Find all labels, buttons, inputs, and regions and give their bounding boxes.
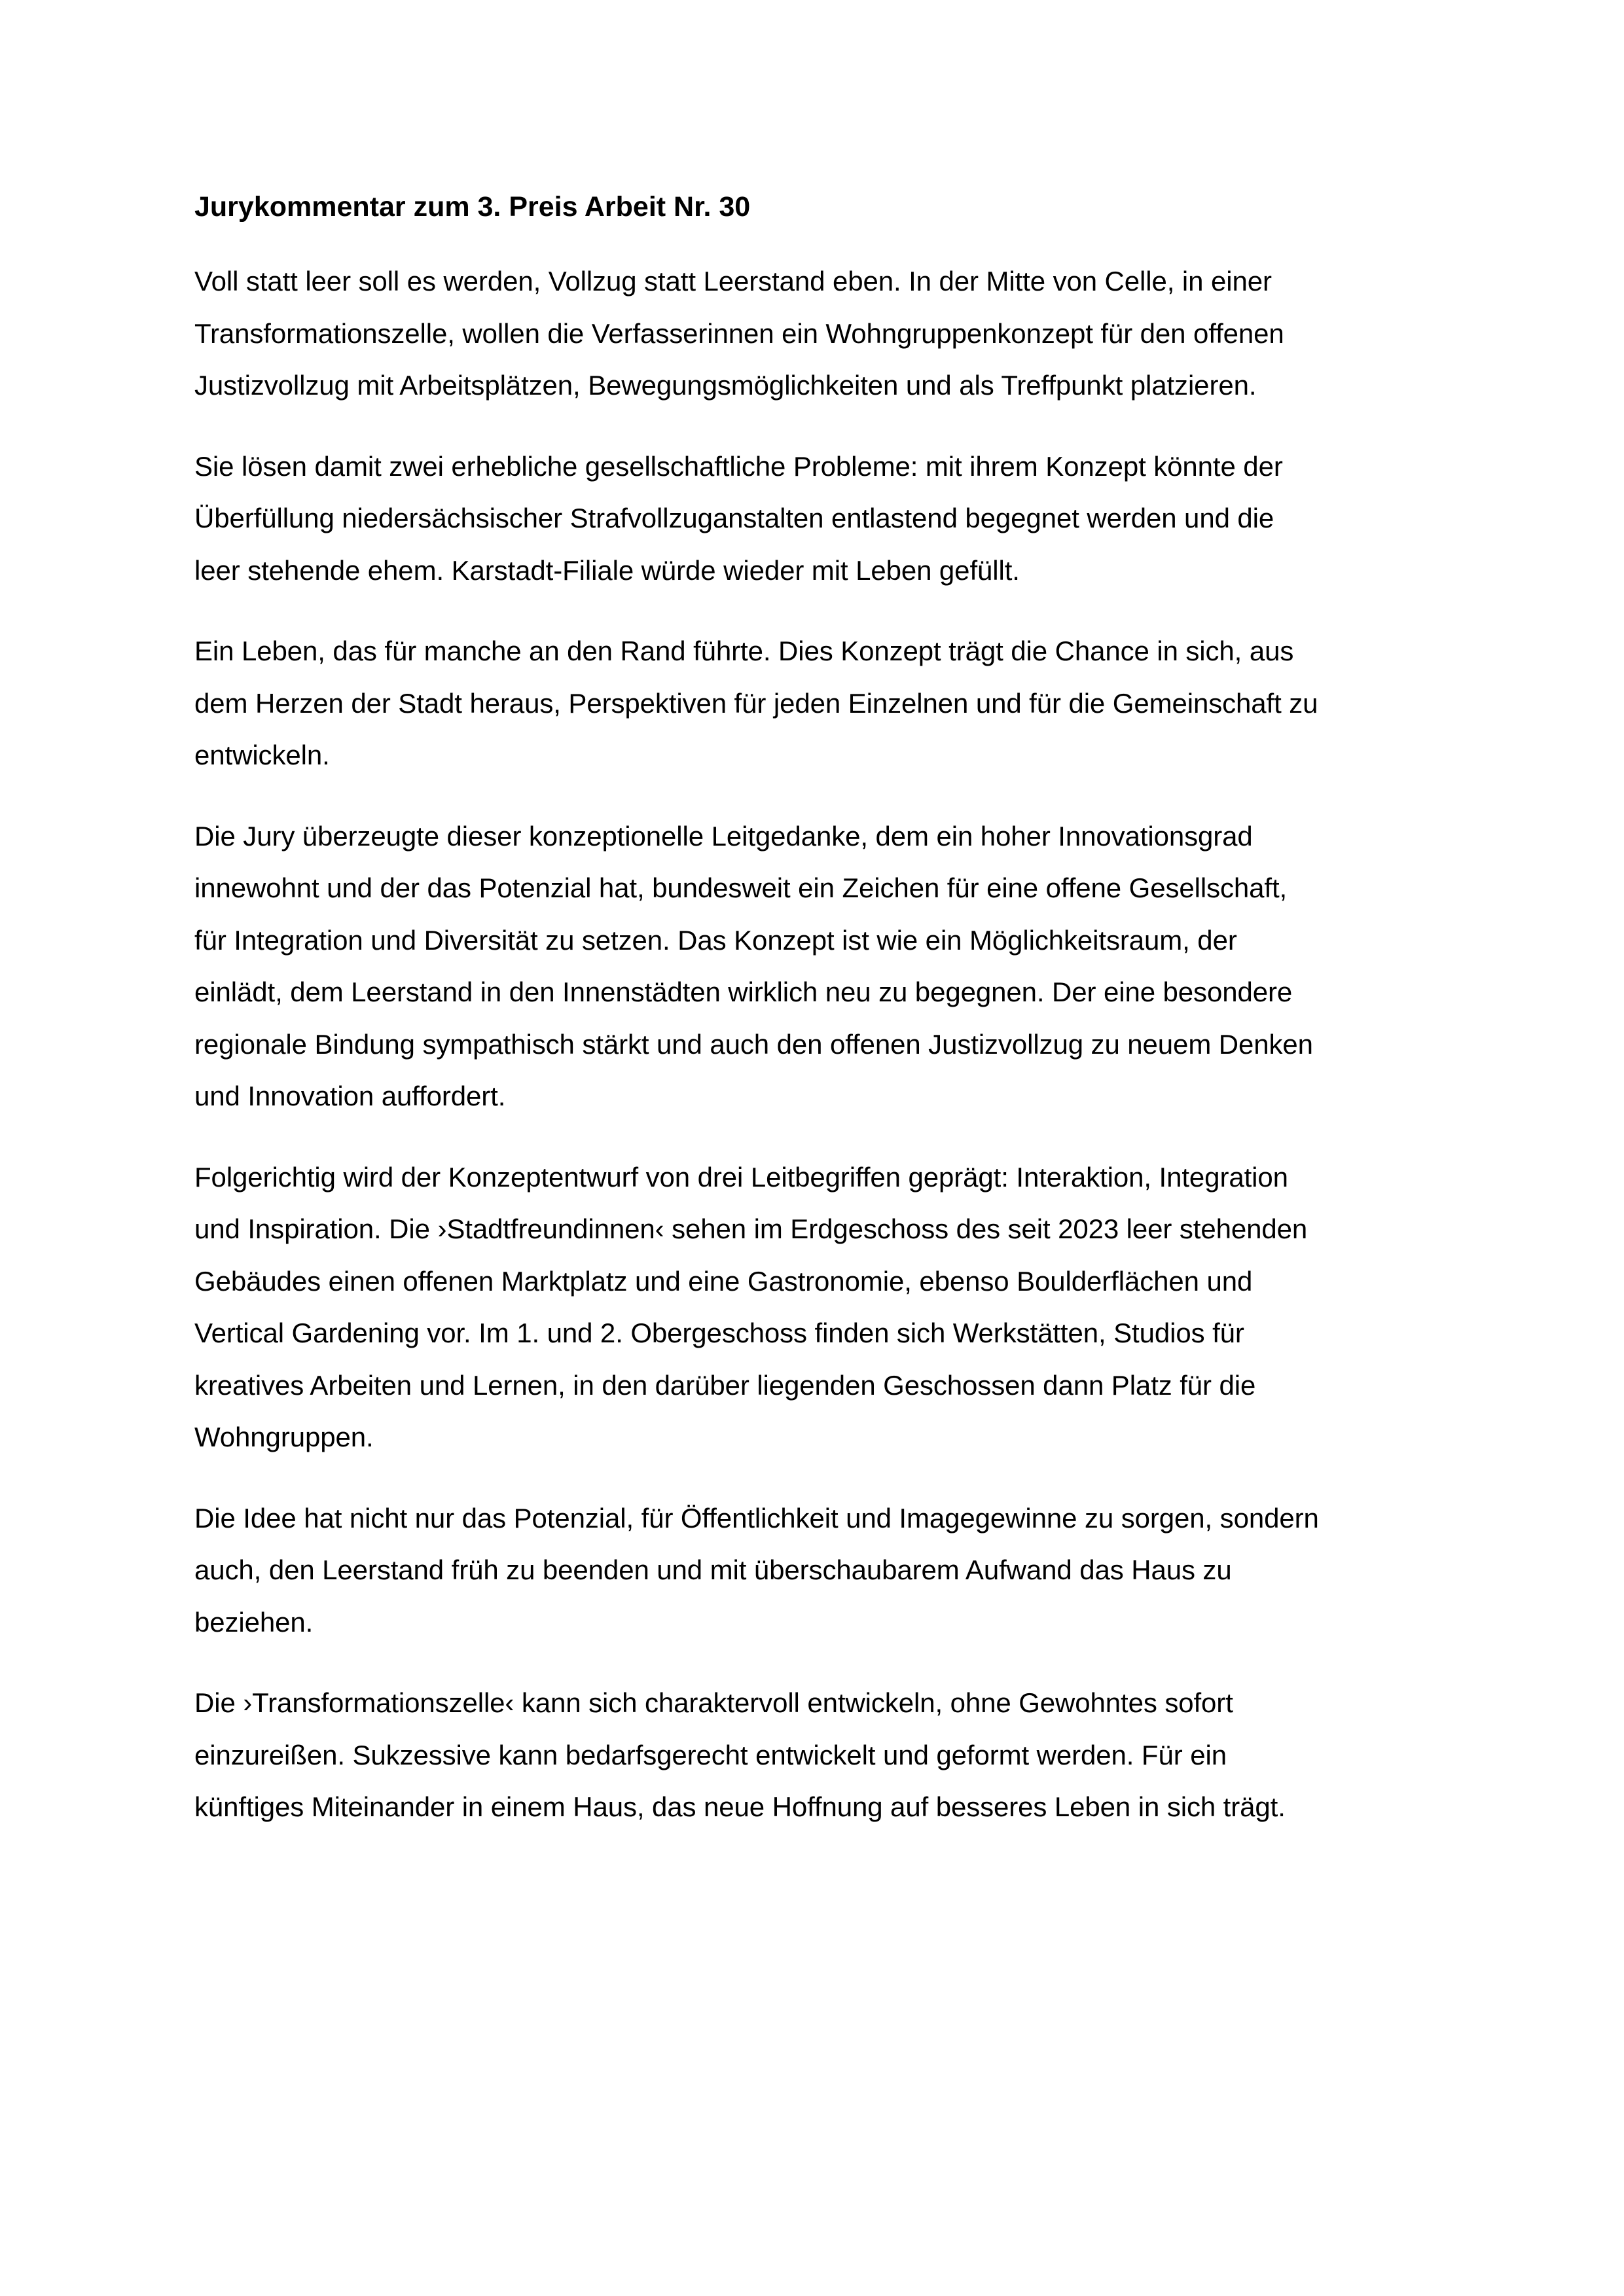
paragraph-6 [194,1492,1451,1649]
paragraph-1 [194,255,1451,412]
text-line: Überfüllung niedersächsischer Strafvollzuganstalten entlastend begegnet werden und die [194,503,1274,533]
text-line: beziehen. [194,1606,314,1638]
text-line: leer stehende ehem. Karstadt-Filiale würde wieder mit Leben gefüllt. [194,554,1020,586]
text-line: auch, den Leerstand früh zu beenden und mit überschaubarem Aufwand das Haus zu [194,1554,1232,1585]
paragraph-2 [194,440,1451,597]
text-line: Ein Leben, das für manche an den Rand führte. Dies Konzept trägt die Chance in sich, aus [194,636,1294,666]
text-line: und Inspiration. Die ›Stadtfreundinnen‹ sehen im Erdgeschoss des seit 2023 leer stehenden [194,1213,1308,1244]
text-line: Sie lösen damit zwei erhebliche gesellschaftliche Probleme: mit ihrem Konzept könnte der [194,450,1283,482]
text-line: Die ›Transformationszelle‹ kann sich charaktervoll entwickeln, ohne Gewohntes sofort [194,1687,1233,1718]
paragraph-5 [194,1151,1451,1463]
text-line: Vertical Gardening vor. Im 1. und 2. Obergeschoss finden sich Werkstätten, Studios für [194,1318,1244,1348]
text-line: innewohnt und der das Potenzial hat, bundesweit ein Zeichen für eine offene Gesellschaft, [194,872,1288,903]
text-line: für Integration und Diversität zu setzen. Das Konzept ist wie ein Möglichkeitsraum, der [194,924,1237,956]
paragraph-3 [194,625,1451,781]
text-line: Justizvollzug mit Arbeitsplätzen, Bewegungsmöglichkeiten und als Treffpunkt platzieren. [194,370,1257,401]
text-line: dem Herzen der Stadt heraus, Perspektiven für jeden Einzelnen und für die Gemeinschaft zu [194,687,1318,719]
text-line: einlädt, dem Leerstand in den Innenstädten wirklich neu zu begegnen. Der eine besondere [194,977,1293,1007]
text-line: Folgerichtig wird der Konzeptentwurf von drei Leitbegriffen geprägt: Interaktion, Integration [194,1161,1288,1193]
text-line: regionale Bindung sympathisch stärkt und auch den offenen Justizvollzug zu neuem Denken [194,1028,1313,1060]
text-line: und Innovation auffordert. [194,1081,506,1111]
text-line: Die Jury überzeugte dieser konzeptionelle Leitgedanke, dem ein hoher Innovationsgrad [194,820,1253,852]
text-line: entwickeln. [194,740,330,770]
paragraph-4 [194,810,1451,1122]
text-line: Transformationszelle, wollen die Verfasserinnen ein Wohngruppenkonzept für den offenen [194,317,1284,349]
text-line: Gebäudes einen offenen Marktplatz und eine Gastronomie, ebenso Boulderflächen und [194,1265,1253,1297]
document-page [194,187,1451,1862]
text-line: Voll statt leer soll es werden, Vollzug statt Leerstand eben. In der Mitte von Celle, in einer [194,266,1272,296]
text-line: Die Idee hat nicht nur das Potenzial, für Öffentlichkeit und Imagegewinne zu sorgen, sondern [194,1502,1319,1534]
text-line: kreatives Arbeiten und Lernen, in den darüber liegenden Geschossen dann Platz für die [194,1369,1256,1401]
text-line: künftiges Miteinander in einem Haus, das neue Hoffnung auf besseres Leben in sich trägt. [194,1791,1286,1822]
text-line: Wohngruppen. [194,1422,374,1452]
text-line: einzureißen. Sukzessive kann bedarfsgerecht entwickelt und geformt werden. Für ein [194,1739,1227,1770]
paragraph-7 [194,1677,1451,1833]
document-title: Jurykommentar zum 3. Preis Arbeit Nr. 30 [194,191,751,223]
